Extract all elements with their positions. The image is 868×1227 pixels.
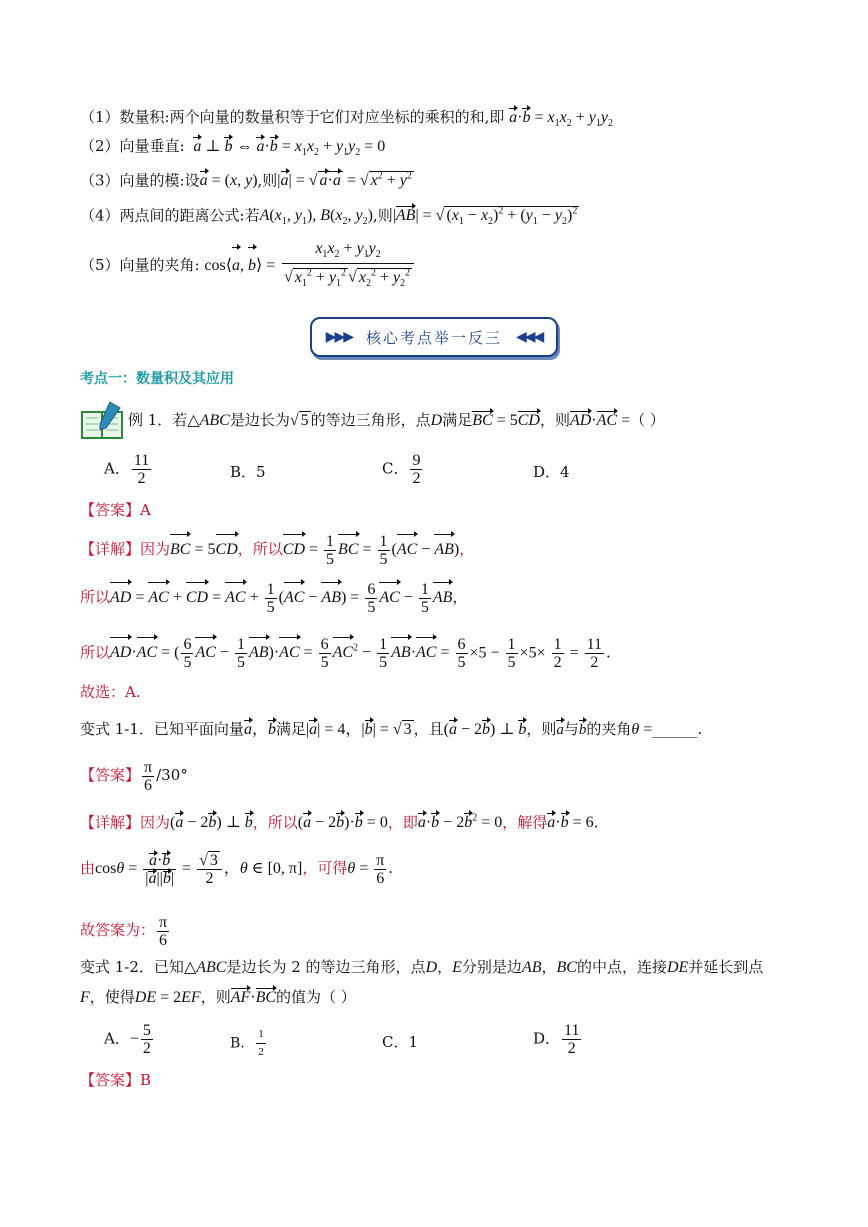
ex1-stem-f: （ ） bbox=[630, 411, 665, 429]
formula-2: （2）向量垂直: a ⊥ b ⇔ $a\cdot b = x_1x_2 + y_1y_2 = 0$ bbox=[80, 137, 386, 159]
formula-4-label: （4）两点间的距离公式:若 bbox=[80, 206, 260, 225]
ex1-stem-a: 例 1．若 bbox=[128, 411, 188, 429]
banner-right-arrows: ◀◀◀ bbox=[516, 329, 543, 345]
ex1-answer: 【答案】A bbox=[80, 501, 151, 519]
ex1-detail-1: 【详解】因为BC = 5CD，所以CD = $\frac{1}{5}$ BC = $\frac{1}{5}$ (AC − AB)， bbox=[80, 532, 475, 568]
ex1-option-c: C． $\frac{9}{2}$ bbox=[382, 452, 421, 487]
ex1-stem-e: ，则 bbox=[539, 411, 570, 429]
formula-1-label: （1）数量积:两个向量的数量积等于它们对应坐标的乘积的和,即 bbox=[80, 108, 505, 126]
v12-answer: 【答案】B bbox=[80, 1071, 152, 1089]
formula-5-label: （5）向量的夹角: bbox=[80, 255, 200, 274]
formula-1: （1）数量积:两个向量的数量积等于它们对应坐标的乘积的和,即 $a\cdot b = x_1x_2 + y_1y_2$ bbox=[80, 108, 613, 130]
ex1-detail-3: 所以AD·AC = ( $\frac{6}{5}$ AC − $\frac{1}{5}$ AB)·AC = $\frac{6}{5}$ $AC^2$ − $\frac{1}{5}$ AB·AC = $\frac{6}{5}$ ×5 − $\frac{1}{5}$ ×5× $\frac{1}{2}$ = $\frac{11}{2}$ . bbox=[80, 635, 611, 671]
formula-4-then: ,则 bbox=[372, 206, 393, 225]
v12-stem-line2: F，使得DE = 2EF，则AF·BC的值为（ ） bbox=[80, 986, 356, 1009]
v11-answer: 【答案】 $\frac{\pi}{6}$ /30° bbox=[80, 758, 188, 794]
section-banner bbox=[310, 317, 558, 357]
ex1-stem: 例 1．若△ABC是边长为√ 5 的等边三角形，点D满足BC = 5CD，则AD·AC =（ ） bbox=[128, 409, 665, 432]
formula-2-label: （2）向量垂直: bbox=[80, 137, 185, 155]
v11-detail-1: 【详解】因为(a − 2b) ⊥ b，所以(a − 2b)·b = 0，即$a\cdot b - 2b^2 = 0$，解得a·b = 6. bbox=[80, 808, 598, 834]
v11-stem: 变式 1-1．已知平面向量a，b满足|a| = 4，|b| = √ 3 ，且(a − 2b) ⊥ b，则a与b的夹角θ =______. bbox=[80, 718, 702, 741]
ex1-option-a: A． $\frac{11}{2}$ bbox=[104, 452, 150, 487]
ex1-option-b: B．5 bbox=[230, 463, 266, 481]
ex1-stem-d: 满足 bbox=[442, 411, 473, 429]
ex1-stem-c: 的等边三角形，点 bbox=[310, 411, 431, 429]
v12-option-a: A．− $\frac{5}{2}$ bbox=[104, 1022, 151, 1057]
ex1-option-d: D．4 bbox=[533, 463, 570, 481]
formula-3: （3）向量的模:设a = (x, y),则|a| = √ a·a = √ $x^2 + y^2$ bbox=[80, 166, 414, 192]
v11-detail-2: 由cosθ = $\frac{a\cdot b}{|a||b|}$ = $\frac{√ 3}{2}$ ，θ ∈ [0, π]，可得θ = $\frac{\pi}{6}$ . bbox=[80, 851, 394, 887]
section-title: 考点一：数量积及其应用 bbox=[80, 371, 234, 387]
formula-3-label: （3）向量的模:设 bbox=[80, 171, 200, 190]
formula-5: （5）向量的夹角: cos⟨a, b⟩ = $\frac{x_1x_2 + y_1y_2}{√ x_1^2 + y_1^2 √ x_2^2 + y_2^2}$ bbox=[80, 240, 416, 292]
banner-left-arrows: ▶▶▶ bbox=[325, 329, 352, 345]
banner-title: 核心考点举一反三 bbox=[365, 328, 502, 347]
ex1-detail-2: 所以AD = AC + CD = AC + $\frac{1}{5}$ (AC − AB) = $\frac{6}{5}$ AC − $\frac{1}{5}$ AB， bbox=[80, 580, 468, 616]
ex1-stem-b: 是边长为 bbox=[229, 411, 290, 429]
v12-stem-line1: 变式 1-2．已知△ABC是边长为 2 的等边三角形，点D，E分别是边AB，BC的中点，连接DE并延长到点 bbox=[80, 958, 764, 976]
formula-4: （4）两点间的距离公式:若$A(x_1$, $y_1$), $B(x_2$, $y_2$),则|AB| = √ $(x_1 - x_2)^2 + (y_1 - y_2)^2$ bbox=[80, 206, 578, 228]
formula-3-then: ,则 bbox=[257, 171, 278, 190]
book-pencil-icon bbox=[80, 400, 126, 440]
v12-option-d: D． $\frac{11}{2}$ bbox=[533, 1022, 580, 1057]
ex1-choose: 故选：A. bbox=[80, 683, 141, 701]
v12-option-c: C．1 bbox=[382, 1033, 419, 1051]
v11-final: 故答案为： $\frac{\pi}{6}$ bbox=[80, 913, 168, 949]
v12-option-b: B． $\frac{1}{2}$ bbox=[230, 1028, 264, 1058]
